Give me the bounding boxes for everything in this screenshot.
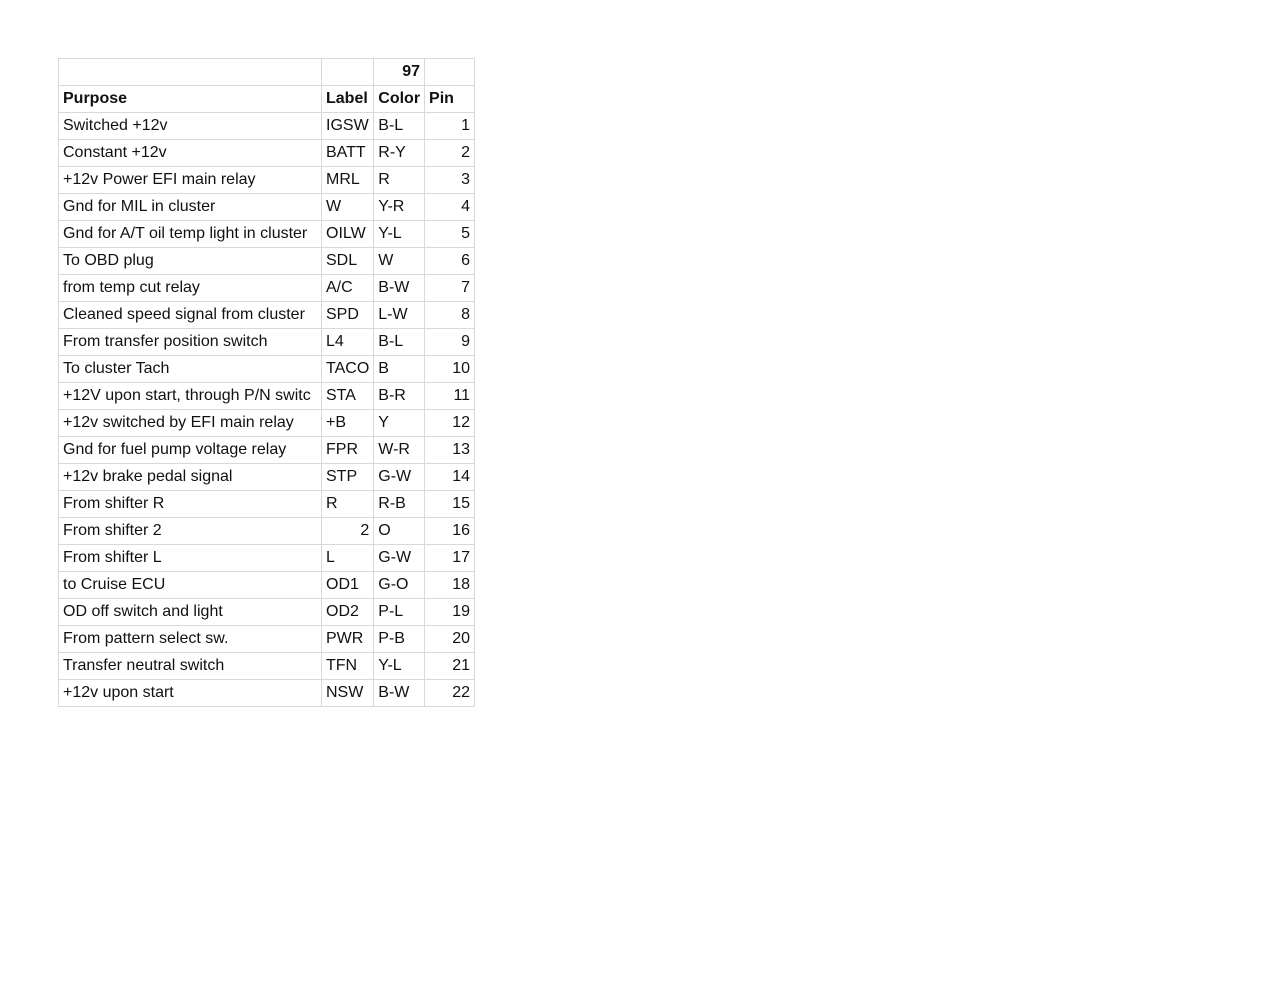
- color-cell[interactable]: P-L: [374, 599, 425, 626]
- purpose-cell[interactable]: from temp cut relay: [59, 275, 322, 302]
- purpose-cell[interactable]: OD off switch and light: [59, 599, 322, 626]
- table-row: [59, 626, 475, 653]
- table-row: [59, 653, 475, 680]
- table-row: [59, 194, 475, 221]
- label-cell[interactable]: PWR: [322, 626, 374, 653]
- color-cell[interactable]: B-W: [374, 275, 425, 302]
- table-row: [59, 221, 475, 248]
- label-cell[interactable]: MRL: [322, 167, 374, 194]
- color-cell[interactable]: L-W: [374, 302, 425, 329]
- label-cell[interactable]: 2: [322, 518, 374, 545]
- purpose-cell[interactable]: From shifter 2: [59, 518, 322, 545]
- pin-cell[interactable]: 13: [425, 437, 475, 464]
- color-cell[interactable]: G-W: [374, 545, 425, 572]
- purpose-cell[interactable]: From shifter R: [59, 491, 322, 518]
- purpose-cell[interactable]: To OBD plug: [59, 248, 322, 275]
- pin-cell[interactable]: 10: [425, 356, 475, 383]
- label-cell[interactable]: TFN: [322, 653, 374, 680]
- header-row: [59, 86, 475, 113]
- pin-cell[interactable]: 4: [425, 194, 475, 221]
- pin-cell[interactable]: 3: [425, 167, 475, 194]
- year-cell[interactable]: 97: [374, 59, 425, 86]
- label-cell[interactable]: BATT: [322, 140, 374, 167]
- cell[interactable]: [59, 59, 322, 86]
- purpose-cell[interactable]: to Cruise ECU: [59, 572, 322, 599]
- purpose-cell[interactable]: +12v Power EFI main relay: [59, 167, 322, 194]
- table-row: [59, 572, 475, 599]
- pin-cell[interactable]: 12: [425, 410, 475, 437]
- pin-cell[interactable]: 18: [425, 572, 475, 599]
- table-row: [59, 545, 475, 572]
- color-cell[interactable]: G-W: [374, 464, 425, 491]
- table-row: [59, 302, 475, 329]
- pin-cell[interactable]: 9: [425, 329, 475, 356]
- label-cell[interactable]: A/C: [322, 275, 374, 302]
- label-cell[interactable]: R: [322, 491, 374, 518]
- table-row: [59, 437, 475, 464]
- color-cell[interactable]: R: [374, 167, 425, 194]
- pin-cell[interactable]: 17: [425, 545, 475, 572]
- label-cell[interactable]: W: [322, 194, 374, 221]
- table-row: [59, 275, 475, 302]
- table-row: [59, 356, 475, 383]
- label-cell[interactable]: +B: [322, 410, 374, 437]
- purpose-cell[interactable]: Gnd for MIL in cluster: [59, 194, 322, 221]
- color-cell[interactable]: B-L: [374, 113, 425, 140]
- label-cell[interactable]: IGSW: [322, 113, 374, 140]
- label-cell[interactable]: SDL: [322, 248, 374, 275]
- header-label[interactable]: Label: [322, 86, 374, 113]
- purpose-cell[interactable]: Transfer neutral switch: [59, 653, 322, 680]
- cell[interactable]: [425, 59, 475, 86]
- color-cell[interactable]: B: [374, 356, 425, 383]
- color-cell[interactable]: Y: [374, 410, 425, 437]
- pin-cell[interactable]: 22: [425, 680, 475, 707]
- label-cell[interactable]: STA: [322, 383, 374, 410]
- purpose-cell[interactable]: From shifter L: [59, 545, 322, 572]
- pin-cell[interactable]: 15: [425, 491, 475, 518]
- purpose-cell[interactable]: Gnd for A/T oil temp light in cluster: [59, 221, 322, 248]
- purpose-cell[interactable]: From pattern select sw.: [59, 626, 322, 653]
- table-row: [59, 113, 475, 140]
- pinout-table: [58, 58, 475, 707]
- pin-cell[interactable]: 11: [425, 383, 475, 410]
- table-row: [59, 464, 475, 491]
- table-row: [59, 329, 475, 356]
- label-cell[interactable]: SPD: [322, 302, 374, 329]
- color-cell[interactable]: W: [374, 248, 425, 275]
- label-cell[interactable]: FPR: [322, 437, 374, 464]
- header-color[interactable]: Color: [374, 86, 425, 113]
- table-row: [59, 410, 475, 437]
- header-pin[interactable]: Pin: [425, 86, 475, 113]
- label-cell[interactable]: NSW: [322, 680, 374, 707]
- pin-cell[interactable]: 2: [425, 140, 475, 167]
- pin-cell[interactable]: 20: [425, 626, 475, 653]
- label-cell[interactable]: L: [322, 545, 374, 572]
- pin-cell[interactable]: 19: [425, 599, 475, 626]
- purpose-cell[interactable]: +12v switched by EFI main relay: [59, 410, 322, 437]
- purpose-cell[interactable]: Constant +12v: [59, 140, 322, 167]
- pin-cell[interactable]: 5: [425, 221, 475, 248]
- label-cell[interactable]: OD1: [322, 572, 374, 599]
- pin-cell[interactable]: 14: [425, 464, 475, 491]
- pin-cell[interactable]: 1: [425, 113, 475, 140]
- pin-cell[interactable]: 6: [425, 248, 475, 275]
- purpose-cell[interactable]: +12V upon start, through P/N switc: [59, 383, 322, 410]
- purpose-cell[interactable]: To cluster Tach: [59, 356, 322, 383]
- color-cell[interactable]: R-Y: [374, 140, 425, 167]
- table-row: [59, 599, 475, 626]
- pin-cell[interactable]: 8: [425, 302, 475, 329]
- purpose-cell[interactable]: Cleaned speed signal from cluster: [59, 302, 322, 329]
- color-cell[interactable]: P-B: [374, 626, 425, 653]
- color-cell[interactable]: B-L: [374, 329, 425, 356]
- table-row: [59, 518, 475, 545]
- purpose-cell[interactable]: +12v upon start: [59, 680, 322, 707]
- color-cell[interactable]: B-R: [374, 383, 425, 410]
- label-cell[interactable]: OILW: [322, 221, 374, 248]
- table-row: [59, 491, 475, 518]
- pin-cell[interactable]: 21: [425, 653, 475, 680]
- label-cell[interactable]: L4: [322, 329, 374, 356]
- label-cell[interactable]: TACO: [322, 356, 374, 383]
- table-row: [59, 140, 475, 167]
- purpose-cell[interactable]: From transfer position switch: [59, 329, 322, 356]
- pin-cell[interactable]: 7: [425, 275, 475, 302]
- color-cell[interactable]: W-R: [374, 437, 425, 464]
- table-row: [59, 383, 475, 410]
- purpose-cell[interactable]: Gnd for fuel pump voltage relay: [59, 437, 322, 464]
- purpose-cell[interactable]: +12v brake pedal signal: [59, 464, 322, 491]
- color-cell[interactable]: B-W: [374, 680, 425, 707]
- cell[interactable]: [322, 59, 374, 86]
- year-row: [59, 59, 475, 86]
- color-cell[interactable]: Y-L: [374, 653, 425, 680]
- color-cell[interactable]: Y-R: [374, 194, 425, 221]
- color-cell[interactable]: Y-L: [374, 221, 425, 248]
- spreadsheet: [58, 58, 475, 707]
- table-row: [59, 680, 475, 707]
- table-row: [59, 167, 475, 194]
- label-cell[interactable]: STP: [322, 464, 374, 491]
- color-cell[interactable]: R-B: [374, 491, 425, 518]
- purpose-cell[interactable]: Switched +12v: [59, 113, 322, 140]
- color-cell[interactable]: O: [374, 518, 425, 545]
- color-cell[interactable]: G-O: [374, 572, 425, 599]
- label-cell[interactable]: OD2: [322, 599, 374, 626]
- table-row: [59, 248, 475, 275]
- pin-cell[interactable]: 16: [425, 518, 475, 545]
- header-purpose[interactable]: Purpose: [59, 86, 322, 113]
